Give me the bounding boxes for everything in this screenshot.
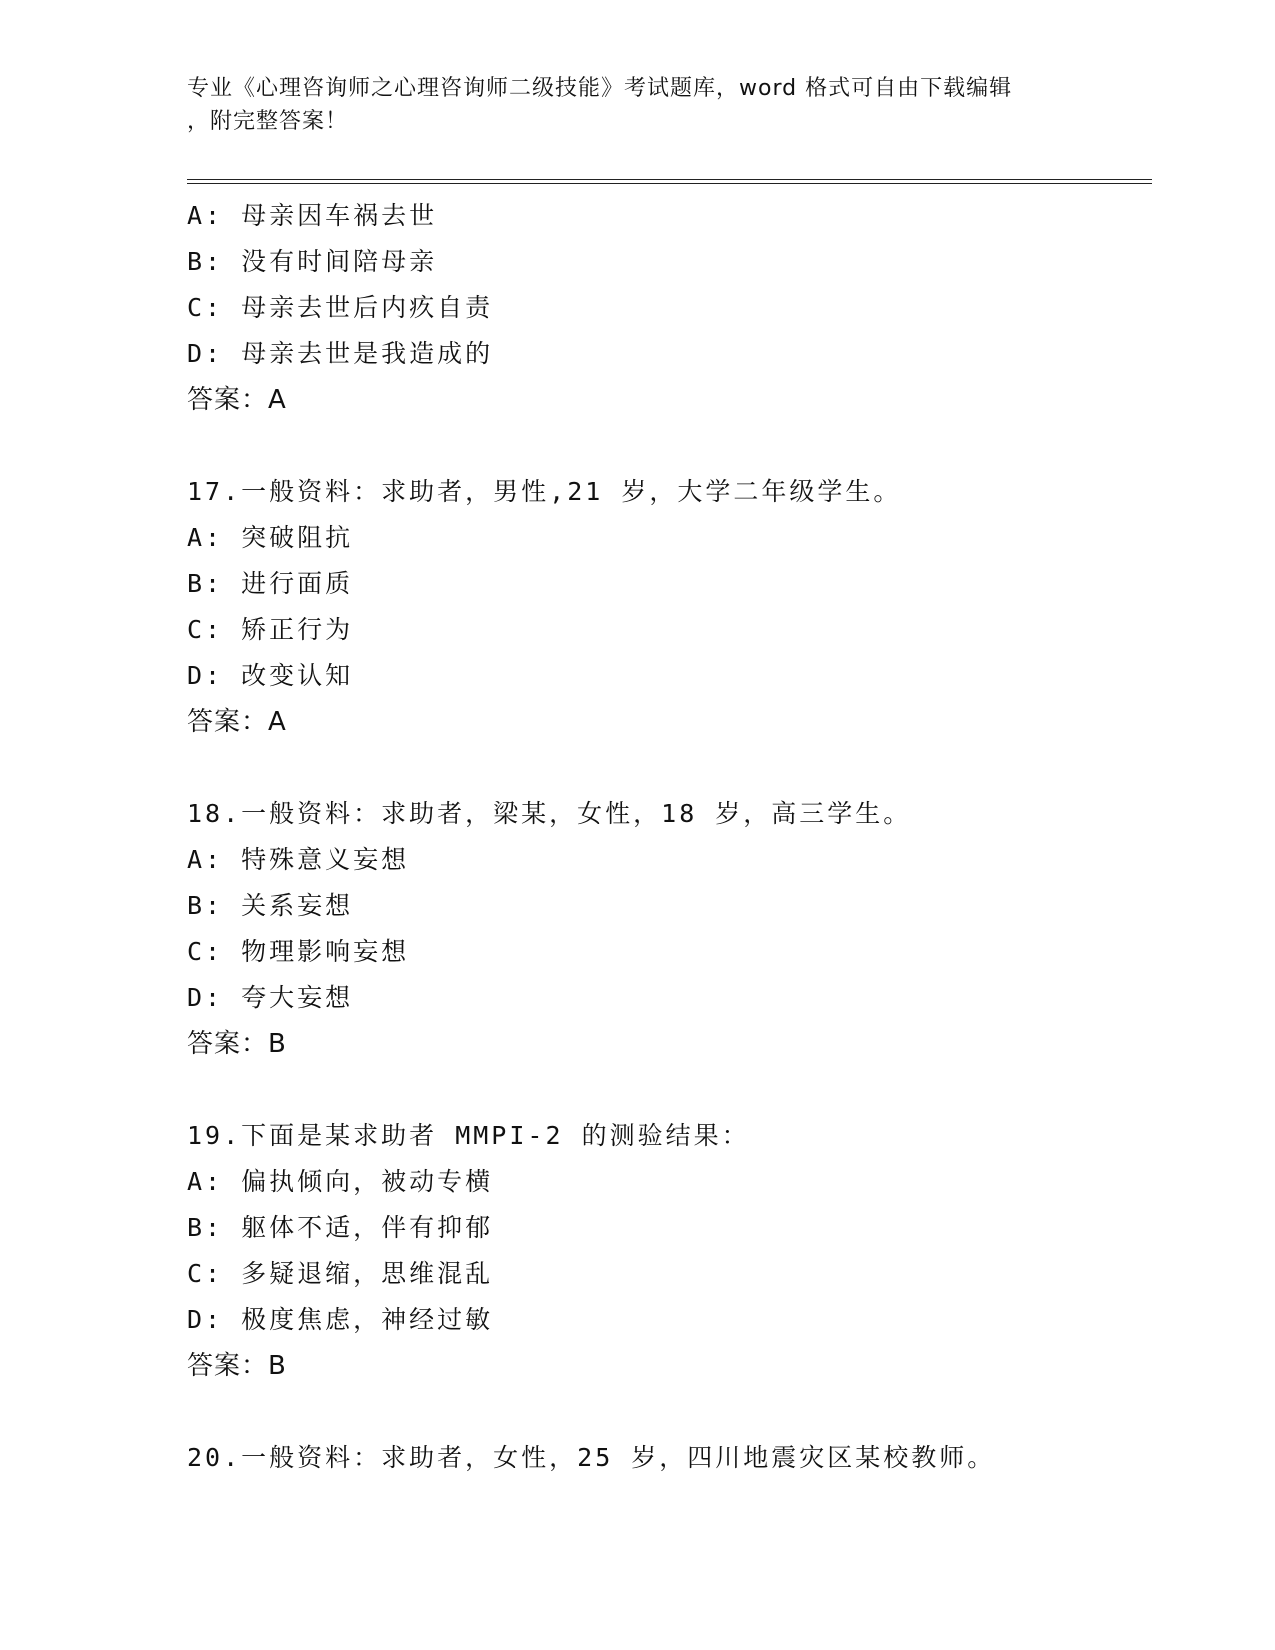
option-d: D: 极度焦虑，神经过敏 bbox=[187, 1305, 494, 1334]
question-17 bbox=[187, 469, 1152, 745]
answer: 答案：B bbox=[187, 1351, 287, 1381]
question-19 bbox=[187, 1113, 1152, 1389]
option-b: B: 关系妄想 bbox=[187, 891, 354, 920]
option-d: D: 改变认知 bbox=[187, 661, 354, 690]
question-16-continued bbox=[187, 193, 1152, 423]
header-divider bbox=[187, 179, 1152, 184]
question-stem: 19.下面是某求助者 MMPI-2 的测验结果： bbox=[187, 1121, 750, 1150]
answer: 答案：A bbox=[187, 385, 287, 415]
question-list bbox=[187, 193, 1152, 1481]
question-stem: 17.一般资料：求助者，男性,21 岁，大学二年级学生。 bbox=[187, 477, 902, 506]
option-b: B: 躯体不适，伴有抑郁 bbox=[187, 1213, 494, 1242]
option-c: C: 母亲去世后内疚自责 bbox=[187, 293, 494, 322]
question-20 bbox=[187, 1435, 1152, 1481]
option-a: A: 突破阻抗 bbox=[187, 523, 354, 552]
answer: 答案：A bbox=[187, 707, 287, 737]
option-a: A: 特殊意义妄想 bbox=[187, 845, 410, 874]
option-d: D: 母亲去世是我造成的 bbox=[187, 339, 494, 368]
question-stem: 20.一般资料：求助者，女性，25 岁，四川地震灾区某校教师。 bbox=[187, 1443, 996, 1472]
option-a: A: 母亲因车祸去世 bbox=[187, 201, 438, 230]
option-b: B: 进行面质 bbox=[187, 569, 354, 598]
question-18 bbox=[187, 791, 1152, 1067]
option-b: B: 没有时间陪母亲 bbox=[187, 247, 438, 276]
question-stem: 18.一般资料：求助者，梁某，女性，18 岁，高三学生。 bbox=[187, 799, 912, 828]
header-line-1: 专业《心理咨询师之心理咨询师二级技能》考试题库，word 格式可自由下载编辑 bbox=[187, 76, 1013, 101]
option-a: A: 偏执倾向，被动专横 bbox=[187, 1167, 494, 1196]
document-header bbox=[187, 72, 1087, 138]
option-c: C: 物理影响妄想 bbox=[187, 937, 410, 966]
option-c: C: 多疑退缩，思维混乱 bbox=[187, 1259, 494, 1288]
option-d: D: 夸大妄想 bbox=[187, 983, 354, 1012]
option-c: C: 矫正行为 bbox=[187, 615, 354, 644]
answer: 答案：B bbox=[187, 1029, 287, 1059]
header-line-2: ，附完整答案！ bbox=[187, 109, 349, 134]
